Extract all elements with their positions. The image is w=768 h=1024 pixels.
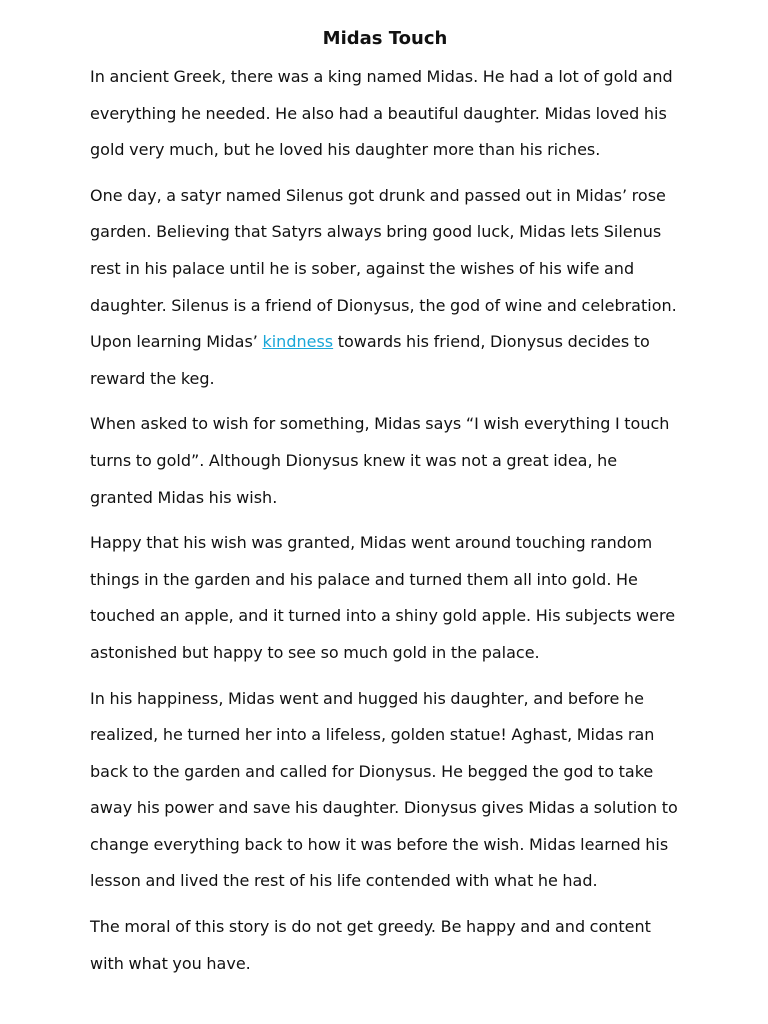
paragraph-3: When asked to wish for something, Midas says “I wish everything I touch turns to gold”. Although Dionysus knew it was not a great idea, he granted Midas his wish. [90, 414, 670, 507]
paragraph-4: Happy that his wish was granted, Midas went around touching random things in the garden and his palace and turned them all into gold. He touched an apple, and it turned into a shiny gold apple. His subjects were astonished but happy to see so much gold in the palace. [90, 533, 676, 662]
paragraph-5: In his happiness, Midas went and hugged his daughter, and before he realized, he turned her into a lifeless, golden statue! Aghast, Midas ran back to the garden and called for Dionysus. He begged the god to take away his power and save his daughter. Dionysus gives Midas a solution to change everything back to how it was before the wish. Midas learned his lesson and lived the rest of his life contended with what he had. [90, 688, 678, 891]
paragraph-1: In ancient Greek, there was a king named Midas. He had a lot of gold and everything he needed. He also had a beautiful daughter. Midas loved his gold very much, but he loved his daughter more than his riches. [90, 67, 673, 160]
paragraph-2 [90, 178, 680, 398]
paragraph-2-text-after: towards his friend, Dionysus decides to reward the keg. [90, 332, 650, 388]
paragraph-6: The moral of this story is do not get greedy. Be happy and and content with what you have. [90, 917, 651, 973]
paragraph-2-text-before: One day, a satyr named Silenus got drunk and passed out in Midas’ rose garden. Believing that Satyrs always bring good luck, Midas lets Silenus rest in his palace until he is sober, against the wishes of his wife and daughter. Silenus is a friend of Dionysus, the god of wine and celebration. Upon learning Midas’ [90, 185, 677, 352]
document-title: Midas Touch [322, 28, 448, 49]
kindness-link[interactable]: kindness [262, 332, 334, 352]
